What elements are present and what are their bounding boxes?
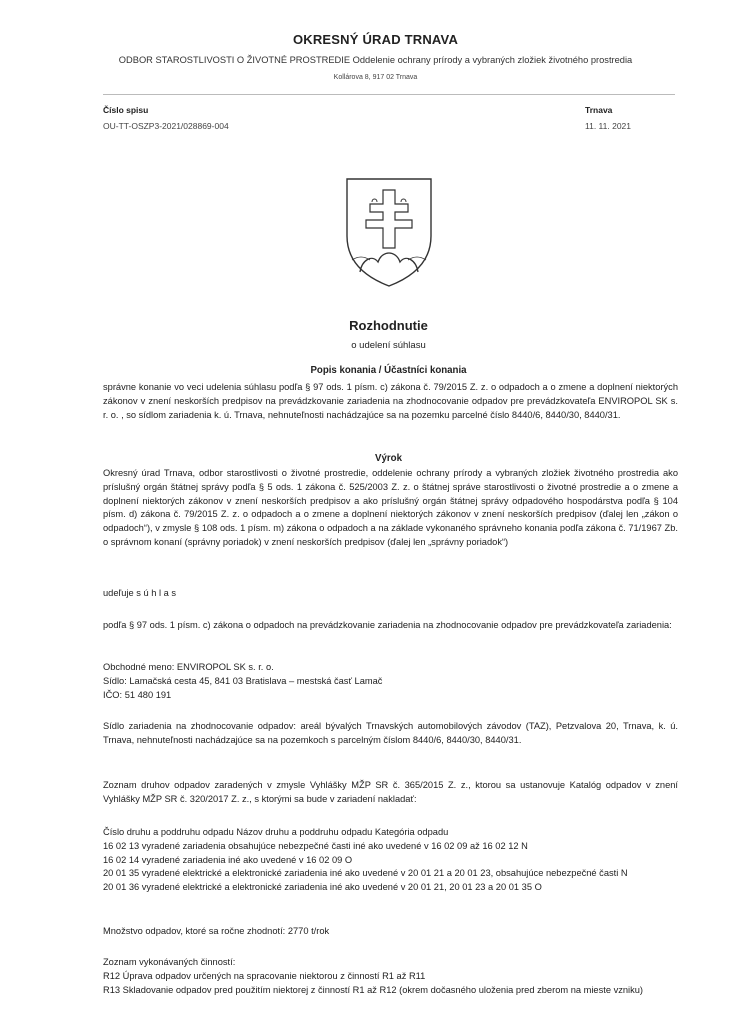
annual-amount: Množstvo odpadov, ktoré sa ročne zhodnotí: 2770 t/rok	[103, 926, 330, 936]
verdict-text: Okresný úrad Trnava, odbor starostlivosti o životné prostredie, oddelenie ochrany prírody a vybraných zložiek životného prostredia ako príslušný orgán štátnej správy podľa § 5 ods. 1 zákona č. 525/2003 Z. z. o štátnej správe starostlivosti o životné prostredie a o zmene a doplnení niektorých zákonov v znení neskorších predpisov a ako príslušný orgán štátnej správy odpadového hospodárstva podľa § 104 písm. d) zákona č. 79/2015 Z. z. o odpadoch a o zmene a doplnení niektorých zákonov v znení neskorších predpisov (ďalej len „zákon o odpadoch“), v zmysle § 108 ods. 1 písm. m) zákona o odpadoch a na základe vykonaného správneho konania podľa zákona č. 71/1967 Zb. o správnom konaní (správny poriadok) v znení neskorších predpisov (ďalej len „správny poriadok“)	[103, 468, 678, 547]
header-divider	[103, 94, 675, 95]
operator-block	[103, 661, 678, 702]
legal-basis: podľa § 97 ods. 1 písm. c) zákona o odpadoch na prevádzkovanie zariadenia na zhodnocovanie odpadov pre prevádzkovateľa zariadenia:	[103, 620, 672, 630]
file-number: OU-TT-OSZP3-2021/028869-004	[103, 121, 229, 131]
waste-list-intro: Zoznam druhov odpadov zaradených v zmysle Vyhlášky MŽP SR č. 365/2015 Z. z., ktorou sa ustanovuje Katalóg odpadov v znení Vyhlášky MŽP SR č. 320/2017 Z. z., s ktorými sa bude v zariadení nakladať:	[103, 780, 678, 804]
activity-item: R13 Skladovanie odpadov pred použitím niektorej z činností R1 až R12 (okrem dočasného uloženia pred zberom na mieste vzniku)	[103, 984, 644, 995]
file-number-block	[103, 105, 229, 131]
slovak-coat-of-arms-icon	[342, 176, 436, 288]
waste-table-header: Číslo druhu a poddruhu odpadu Názov druhu a poddruhu odpadu Kategória odpadu	[103, 827, 449, 837]
file-number-label: Číslo spisu	[103, 105, 149, 115]
waste-row: 20 01 35 vyradené elektrické a elektronické zariadenia iné ako uvedené v 20 01 21 a 20 01 23, obsahujúce nebezpečné časti N	[103, 868, 628, 879]
grant-statement: udeľuje s ú h l a s	[103, 588, 176, 598]
operator-ico: IČO: 51 480 191	[103, 689, 172, 700]
operator-seat: Sídlo: Lamačská cesta 45, 841 03 Bratislava – mestská časť Lamač	[103, 675, 383, 686]
proceedings-text: správne konanie vo veci udelenia súhlasu podľa § 97 ods. 1 písm. c) zákona č. 79/2015 Z. z. o odpadoch a o zmene a doplnení niektorých zákonov v znení neskorších predpisov na prevádzkovanie zariadenia na zhodnocovanie odpadov pre prevádzkovateľa ENVIROPOL SK s. r. o. , so sídlom zariadenia k. ú. Trnava, nehnuteľnosti nachádzajúce sa na pozemku parcelné číslo 8440/6, 8440/30, 8440/31.	[103, 382, 678, 420]
waste-row: 16 02 14 vyradené zariadenia iné ako uvedené v 16 02 09 O	[103, 854, 353, 865]
activity-item: R12 Úprava odpadov určených na spracovanie niektorou z činností R1 až R11	[103, 970, 426, 981]
facility-location: Sídlo zariadenia na zhodnocovanie odpadov: areál bývalých Trnavských automobilových závodov (TAZ), Petzvalova 20, Trnava, k. ú. Trnava, nehnuteľnosti nachádzajúce sa na pozemkoch s parcelným číslom 8440/6, 8440/30, 8440/31.	[103, 721, 678, 745]
decision-title: Rozhodnutie	[349, 318, 428, 333]
date: 11. 11. 2021	[585, 121, 632, 131]
operator-name: Obchodné meno: ENVIROPOL SK s. r. o.	[103, 662, 274, 672]
waste-row: 20 01 36 vyradené elektrické a elektronické zariadenia iné ako uvedené v 20 01 21, 20 01 23 a 20 01 35 O	[103, 882, 542, 893]
office-name: OKRESNÝ ÚRAD TRNAVA	[292, 32, 459, 47]
decision-subtitle: o udelení súhlasu	[351, 340, 426, 351]
place: Trnava	[585, 105, 613, 115]
proceedings-heading: Popis konania / Účastníci konania	[310, 365, 467, 376]
office-address: Kollárova 8, 917 02 Trnava	[333, 74, 418, 81]
place-date-block	[585, 105, 631, 131]
activities-block	[103, 956, 678, 997]
department-name: ODBOR STAROSTLIVOSTI O ŽIVOTNÉ PROSTREDIE Oddelenie ochrany prírody a vybraných zložiek životného prostredia	[118, 55, 633, 65]
activities-intro: Zoznam vykonávaných činností:	[103, 957, 236, 967]
waste-table	[103, 826, 678, 895]
verdict-heading: Výrok	[375, 453, 402, 464]
waste-row: 16 02 13 vyradené zariadenia obsahujúce nebezpečné časti iné ako uvedené v 16 02 09 až 16 02 12 N	[103, 840, 528, 851]
